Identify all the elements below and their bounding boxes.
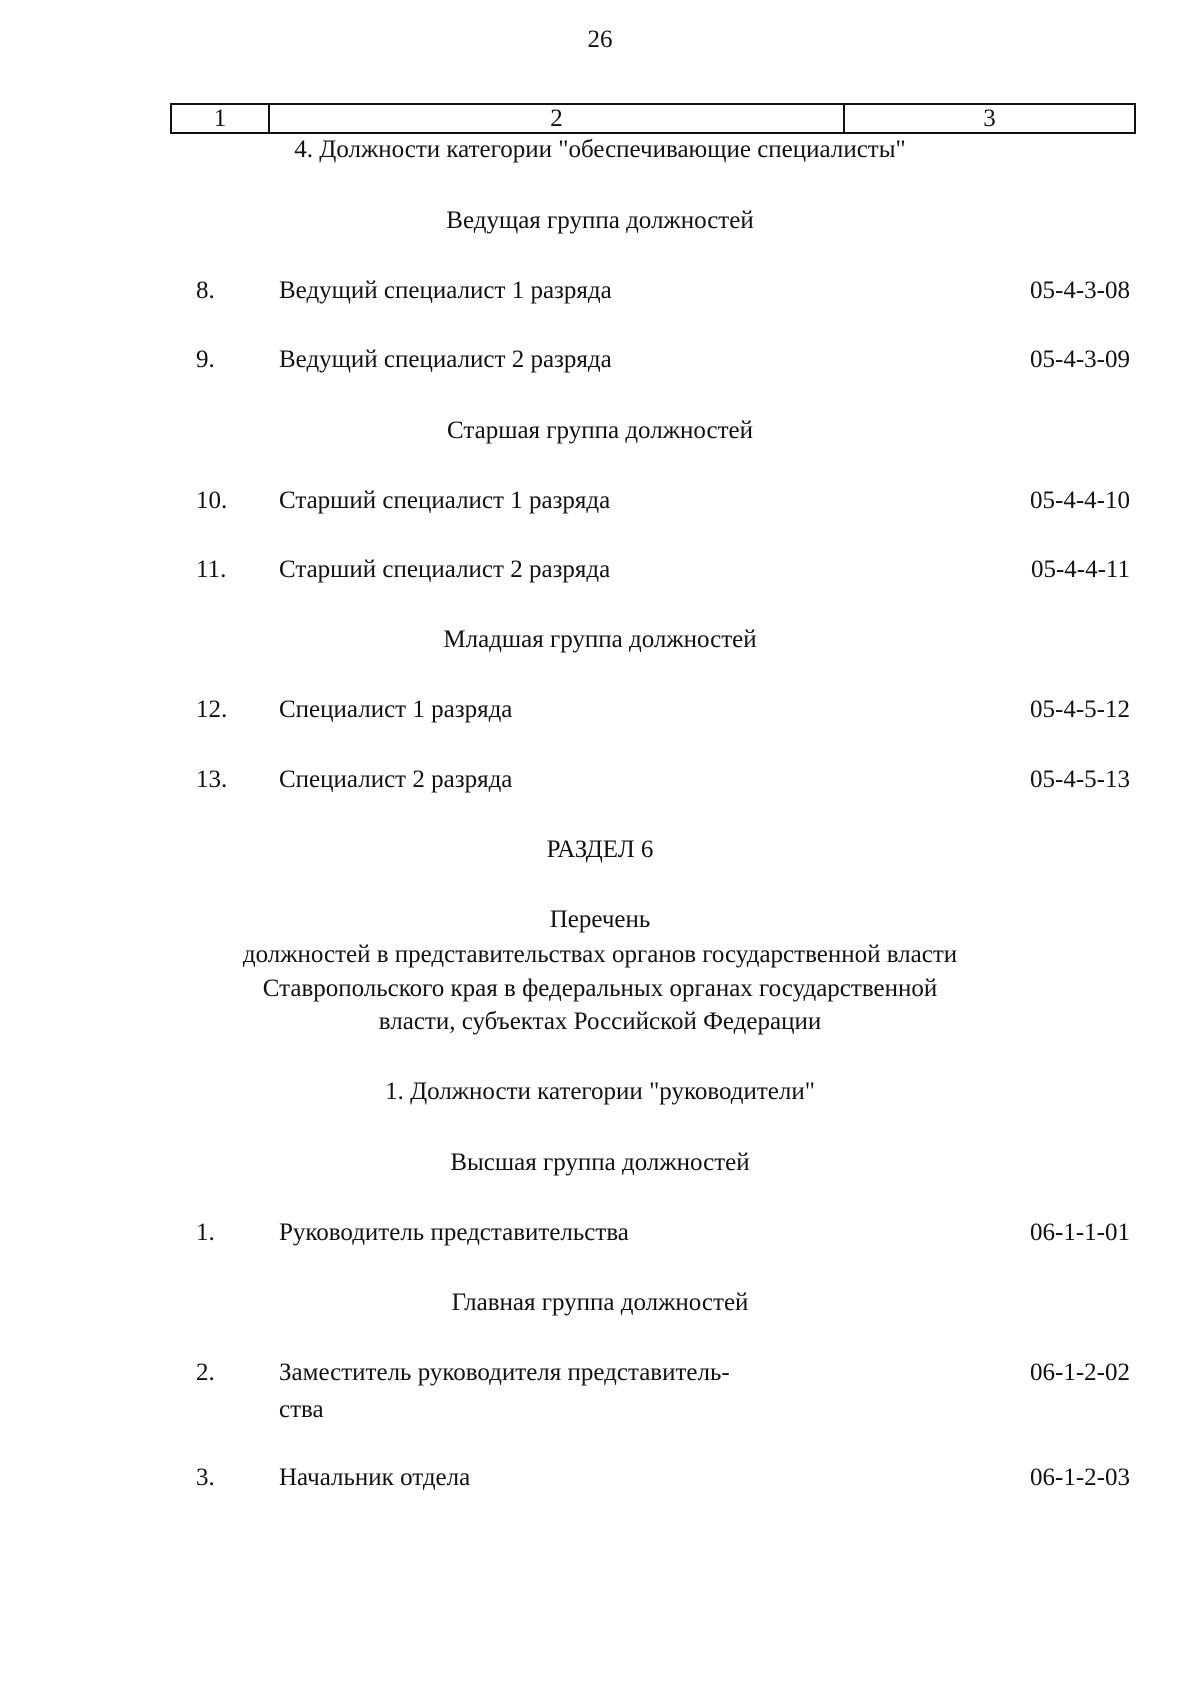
position-code: 06-1-2-02 bbox=[1030, 1359, 1130, 1386]
row-number: 13. bbox=[196, 766, 228, 793]
section-title-line: Перечень bbox=[549, 906, 651, 933]
group-heading: Ведущая группа должностей bbox=[446, 207, 754, 234]
group-heading: Высшая группа должностей bbox=[450, 1149, 750, 1176]
table-row bbox=[0, 1359, 1200, 1431]
column-header-table bbox=[170, 103, 1136, 134]
position-name: Специалист 2 разряда bbox=[279, 766, 513, 793]
row-number: 1. bbox=[196, 1219, 215, 1246]
group-heading: Младшая группа должностей bbox=[443, 626, 757, 653]
position-code: 05-4-3-08 bbox=[1030, 277, 1130, 304]
row-number: 3. bbox=[196, 1464, 215, 1491]
column-header-1: 1 bbox=[172, 105, 270, 132]
section-heading: РАЗДЕЛ 6 bbox=[546, 836, 654, 863]
table-row bbox=[0, 277, 1200, 311]
position-code: 05-4-4-10 bbox=[1030, 487, 1130, 514]
category-heading: 4. Должности категории "обеспечивающие специалисты" bbox=[294, 136, 906, 163]
position-name-line: ства bbox=[279, 1396, 324, 1423]
position-code: 05-4-4-11 bbox=[1030, 556, 1130, 583]
position-name: Руководитель представительства bbox=[279, 1219, 629, 1246]
category-heading: 1. Должности категории "руководители" bbox=[385, 1078, 815, 1105]
table-row bbox=[0, 1464, 1200, 1498]
position-code: 05-4-3-09 bbox=[1030, 346, 1130, 373]
position-code: 06-1-2-03 bbox=[1030, 1464, 1130, 1491]
page-number: 26 bbox=[587, 26, 613, 53]
column-header-2: 2 bbox=[270, 105, 845, 132]
section-title-line: власти, субъектах Российской Федерации bbox=[378, 1008, 822, 1035]
position-name: Старший специалист 2 разряда bbox=[279, 556, 611, 583]
position-name: Ведущий специалист 2 разряда bbox=[279, 346, 612, 373]
table-row bbox=[0, 556, 1200, 590]
table-row bbox=[0, 696, 1200, 730]
position-code: 05-4-5-13 bbox=[1030, 766, 1130, 793]
row-number: 8. bbox=[196, 277, 215, 304]
row-number: 10. bbox=[196, 487, 228, 514]
position-code: 05-4-5-12 bbox=[1030, 696, 1130, 723]
position-name: Старший специалист 1 разряда bbox=[279, 487, 611, 514]
row-number: 2. bbox=[196, 1359, 215, 1386]
table-row bbox=[0, 1219, 1200, 1253]
position-name-line: Заместитель руководителя представитель- bbox=[279, 1359, 730, 1386]
group-heading: Главная группа должностей bbox=[451, 1289, 749, 1316]
table-row bbox=[0, 766, 1200, 800]
position-name: Ведущий специалист 1 разряда bbox=[279, 277, 612, 304]
section-title-line: должностей в представительствах органов государственной власти bbox=[242, 941, 958, 968]
table-row bbox=[0, 487, 1200, 521]
position-code: 06-1-1-01 bbox=[1030, 1219, 1130, 1246]
table-row bbox=[0, 346, 1200, 380]
row-number: 12. bbox=[196, 696, 228, 723]
row-number: 11. bbox=[196, 556, 227, 583]
group-heading: Старшая группа должностей bbox=[447, 417, 753, 444]
column-header-3: 3 bbox=[983, 105, 996, 132]
position-name: Начальник отдела bbox=[279, 1464, 471, 1491]
row-number: 9. bbox=[196, 346, 215, 373]
section-title-line: Ставропольского края в федеральных органах государственной bbox=[262, 975, 938, 1002]
position-name: Специалист 1 разряда bbox=[279, 696, 513, 723]
